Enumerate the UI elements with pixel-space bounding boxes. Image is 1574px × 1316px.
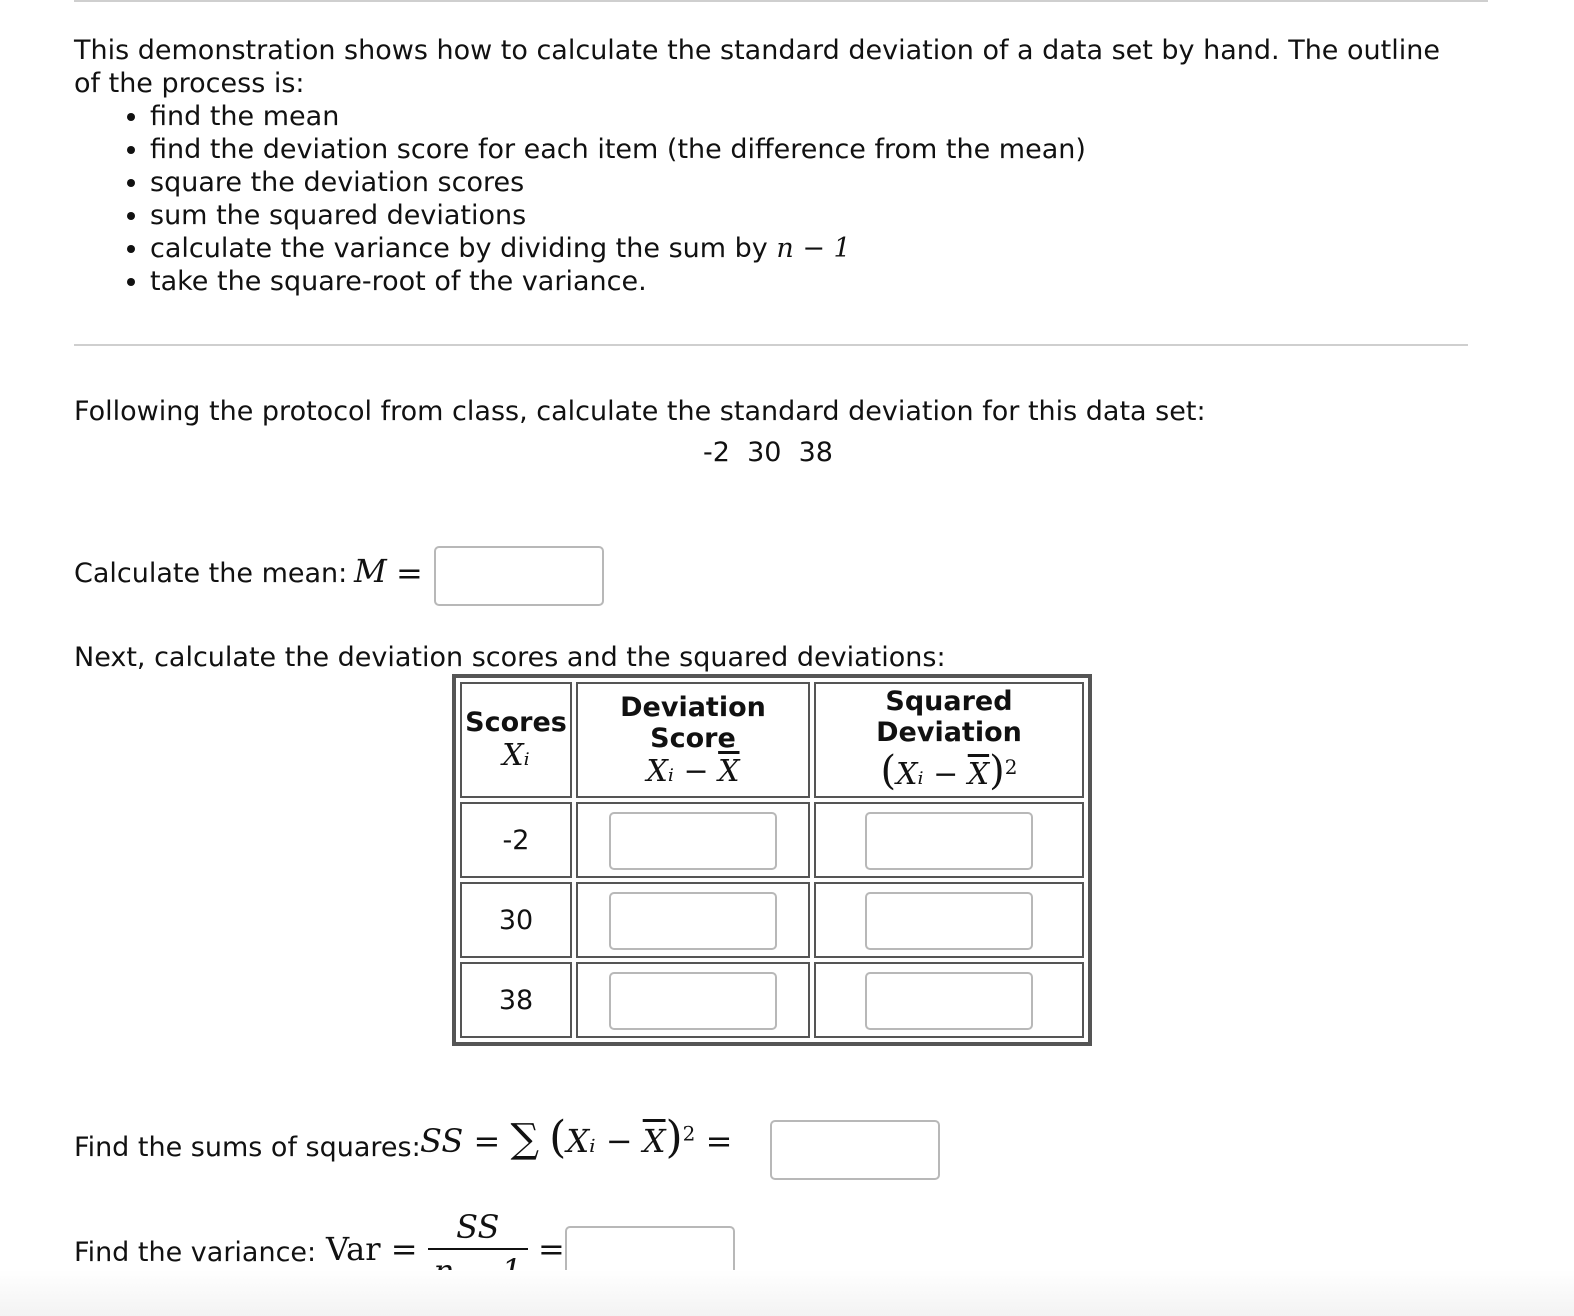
bottom-shade	[0, 1270, 1574, 1316]
problem-prompt: Following the protocol from class, calculate the standard deviation for this data set:	[74, 396, 1206, 427]
variance-numerator: SS	[428, 1208, 528, 1250]
squared-cell	[814, 802, 1084, 878]
data-set: -2 30 38	[703, 437, 833, 468]
squared-cell	[814, 962, 1084, 1038]
header-scores-math: Xᵢ	[502, 738, 530, 773]
header-deviation	[576, 682, 810, 798]
header-squared-math-bar: $\overline{X}$	[967, 757, 990, 792]
step-item: • square the deviation scores	[150, 166, 1474, 199]
ss-term-left: Xᵢ −	[566, 1122, 643, 1160]
score-cell: -2	[460, 802, 572, 878]
header-deviation-math-left: Xᵢ −	[646, 753, 719, 789]
step-item: • take the square-root of the variance.	[150, 265, 1474, 298]
mean-input[interactable]	[434, 546, 604, 606]
score-cell: 38	[460, 962, 572, 1038]
ss-symbol: SS	[420, 1122, 464, 1160]
open-paren: (	[549, 1112, 567, 1163]
step-item	[150, 232, 1474, 265]
header-squared-label: Squared Deviation	[876, 686, 1022, 748]
variance-label: Find the variance:	[74, 1237, 317, 1268]
deviation-input[interactable]	[609, 972, 777, 1030]
variance-equals-2: =	[538, 1230, 565, 1268]
ss-exponent: 2	[682, 1121, 696, 1146]
open-paren: (	[880, 748, 897, 794]
mean-symbol: M	[354, 552, 387, 590]
step-item: • sum the squared deviations	[150, 199, 1474, 232]
variance-symbol: Var	[326, 1230, 381, 1268]
header-squared-exponent: 2	[1004, 755, 1018, 779]
squared-cell	[814, 882, 1084, 958]
ss-term-bar: $\overline{X}$	[642, 1122, 666, 1160]
table-row	[460, 802, 1084, 878]
header-scores	[460, 682, 572, 798]
header-deviation-math-bar: $\overline{X}$	[718, 753, 740, 789]
top-divider	[74, 0, 1488, 2]
deviation-cell	[576, 962, 810, 1038]
close-paren: )	[989, 748, 1005, 794]
ss-label: Find the sums of squares:	[74, 1132, 421, 1163]
deviations-label: Next, calculate the deviation scores and the squared deviations:	[74, 642, 946, 673]
header-deviation-label: Deviation Score	[620, 691, 766, 754]
score-cell: 30	[460, 882, 572, 958]
close-paren: )	[665, 1112, 683, 1163]
step-item: • find the deviation score for each item (the difference from the mean)	[150, 133, 1474, 166]
squared-input[interactable]	[865, 812, 1033, 870]
ss-equals-2: =	[705, 1122, 733, 1160]
deviation-cell	[576, 802, 810, 878]
ss-equals-1: =	[473, 1122, 501, 1160]
header-squared-math-left: Xᵢ −	[896, 757, 968, 792]
steps-list	[74, 100, 1474, 298]
intro-paragraph: This demonstration shows how to calculate the standard deviation of a data set by hand. The outline of the process is:	[74, 35, 1440, 99]
section-divider	[74, 344, 1468, 346]
deviation-input[interactable]	[609, 812, 777, 870]
squared-input[interactable]	[865, 972, 1033, 1030]
table-row	[460, 882, 1084, 958]
intro-section	[74, 34, 1474, 298]
mean-equals: =	[396, 554, 423, 592]
mean-label: Calculate the mean:	[74, 558, 348, 589]
header-squared	[814, 682, 1084, 798]
squared-input[interactable]	[865, 892, 1033, 950]
step-text: calculate the variance by dividing the sum by	[150, 233, 777, 264]
deviation-input[interactable]	[609, 892, 777, 950]
step-math: n − 1	[776, 233, 851, 264]
variance-equals-1: =	[390, 1230, 418, 1268]
sigma-symbol: ∑	[510, 1116, 539, 1162]
step-item: • find the mean	[150, 100, 1474, 133]
deviation-cell	[576, 882, 810, 958]
table-row	[460, 962, 1084, 1038]
deviation-table	[452, 674, 1092, 1046]
ss-formula	[420, 1112, 732, 1163]
header-scores-label: Scores	[465, 707, 567, 738]
table-header-row	[460, 682, 1084, 798]
ss-input[interactable]	[770, 1120, 940, 1180]
